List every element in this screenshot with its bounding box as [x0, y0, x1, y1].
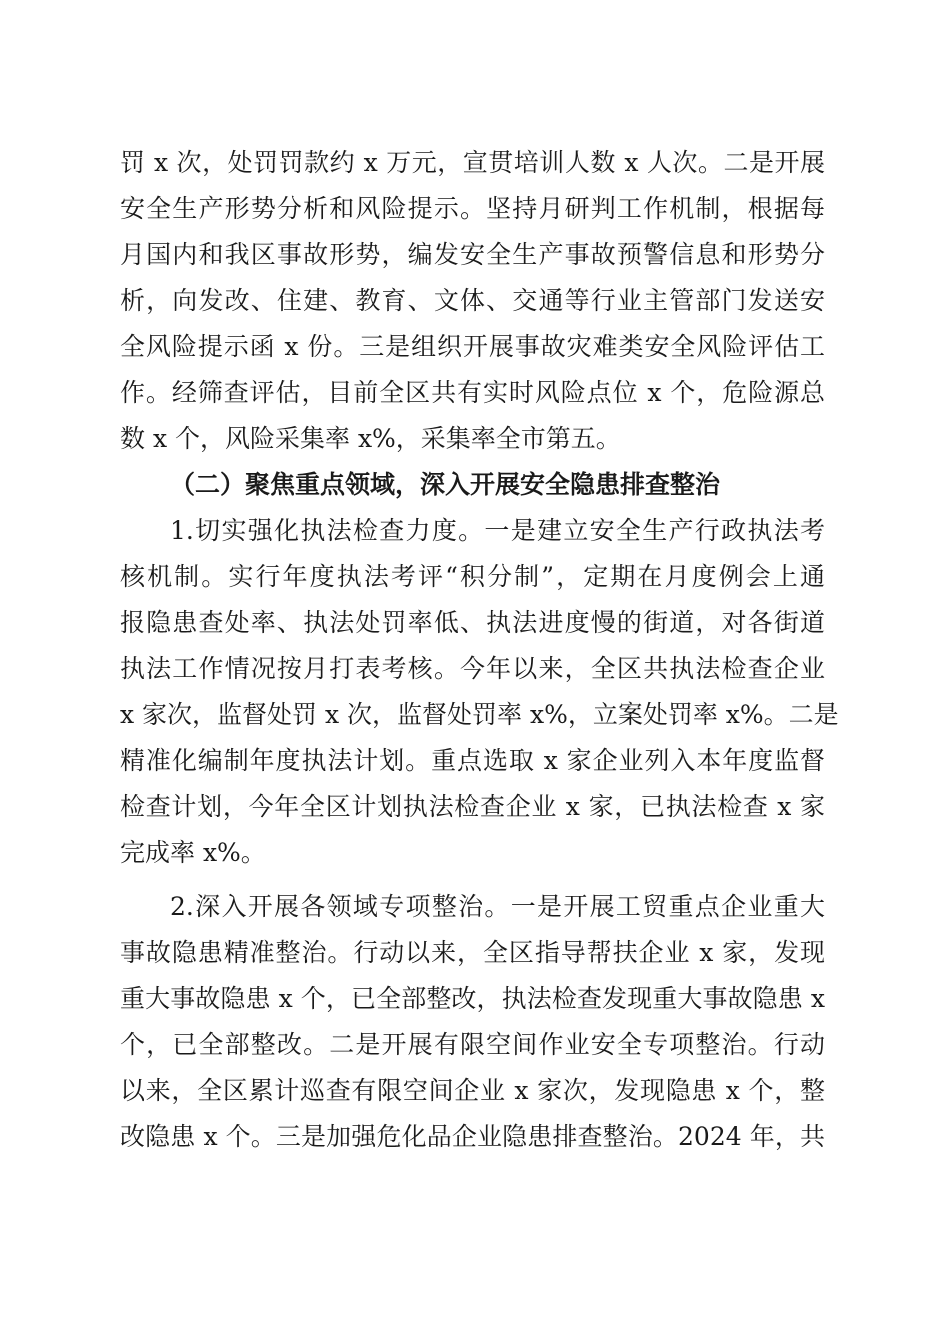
section-heading: （二）聚焦重点领域，深入开展安全隐患排查整治 [170, 470, 721, 499]
paragraph-section1-tail [120, 140, 825, 462]
text-line: 数 x 个，风险采集率 x%，采集率全市第五。 [120, 424, 621, 453]
text-line: 核机制。实行年度执法考评“积分制”，定期在月度例会上通 [120, 562, 825, 591]
text-line: 全风险提示函 x 份。三是组织开展事故灾难类安全风险评估工 [120, 332, 825, 361]
text-line: 报隐患查处率、执法处罚率低、执法进度慢的街道，对各街道 [120, 608, 825, 637]
document-body [120, 140, 839, 1160]
paragraph-enforcement [120, 508, 839, 876]
text-line: 1.切实强化执法检查力度。一是建立安全生产行政执法考 [170, 516, 825, 545]
text-line: 月国内和我区事故形势，编发安全生产事故预警信息和形势分 [120, 240, 825, 269]
text-line: 罚 x 次，处罚罚款约 x 万元，宣贯培训人数 x 人次。二是开展 [120, 148, 825, 177]
text-line: 重大事故隐患 x 个，已全部整改，执法检查发现重大事故隐患 x [120, 984, 825, 1013]
text-line: 改隐患 x 个。三是加强危化品企业隐患排查整治。2024 年，共 [120, 1122, 825, 1151]
text-line: 2.深入开展各领域专项整治。一是开展工贸重点企业重大 [170, 892, 825, 921]
text-line: 执法工作情况按月打表考核。今年以来，全区共执法检查企业 [120, 654, 825, 683]
text-line: 作。经筛查评估，目前全区共有实时风险点位 x 个，危险源总 [120, 378, 825, 407]
text-line: 检查计划，今年全区计划执法检查企业 x 家，已执法检查 x 家 [120, 792, 825, 821]
text-line: 事故隐患精准整治。行动以来，全区指导帮扶企业 x 家，发现 [120, 938, 825, 967]
text-line: 以来，全区累计巡查有限空间企业 x 家次，发现隐患 x 个，整 [120, 1076, 825, 1105]
text-line: x 家次，监督处罚 x 次，监督处罚率 x%，立案处罚率 x%。二是 [120, 700, 839, 729]
text-line: 安全生产形势分析和风险提示。坚持月研判工作机制，根据每 [120, 194, 825, 223]
text-line: 个，已全部整改。二是开展有限空间作业安全专项整治。行动 [120, 1030, 825, 1059]
text-line: 精准化编制年度执法计划。重点选取 x 家企业列入本年度监督 [120, 746, 825, 775]
text-line: 析，向发改、住建、教育、文体、交通等行业主管部门发送安 [120, 286, 825, 315]
paragraph-spacer [120, 876, 825, 884]
text-line: 完成率 x%。 [120, 838, 266, 867]
paragraph-special-rectification [120, 884, 825, 1160]
